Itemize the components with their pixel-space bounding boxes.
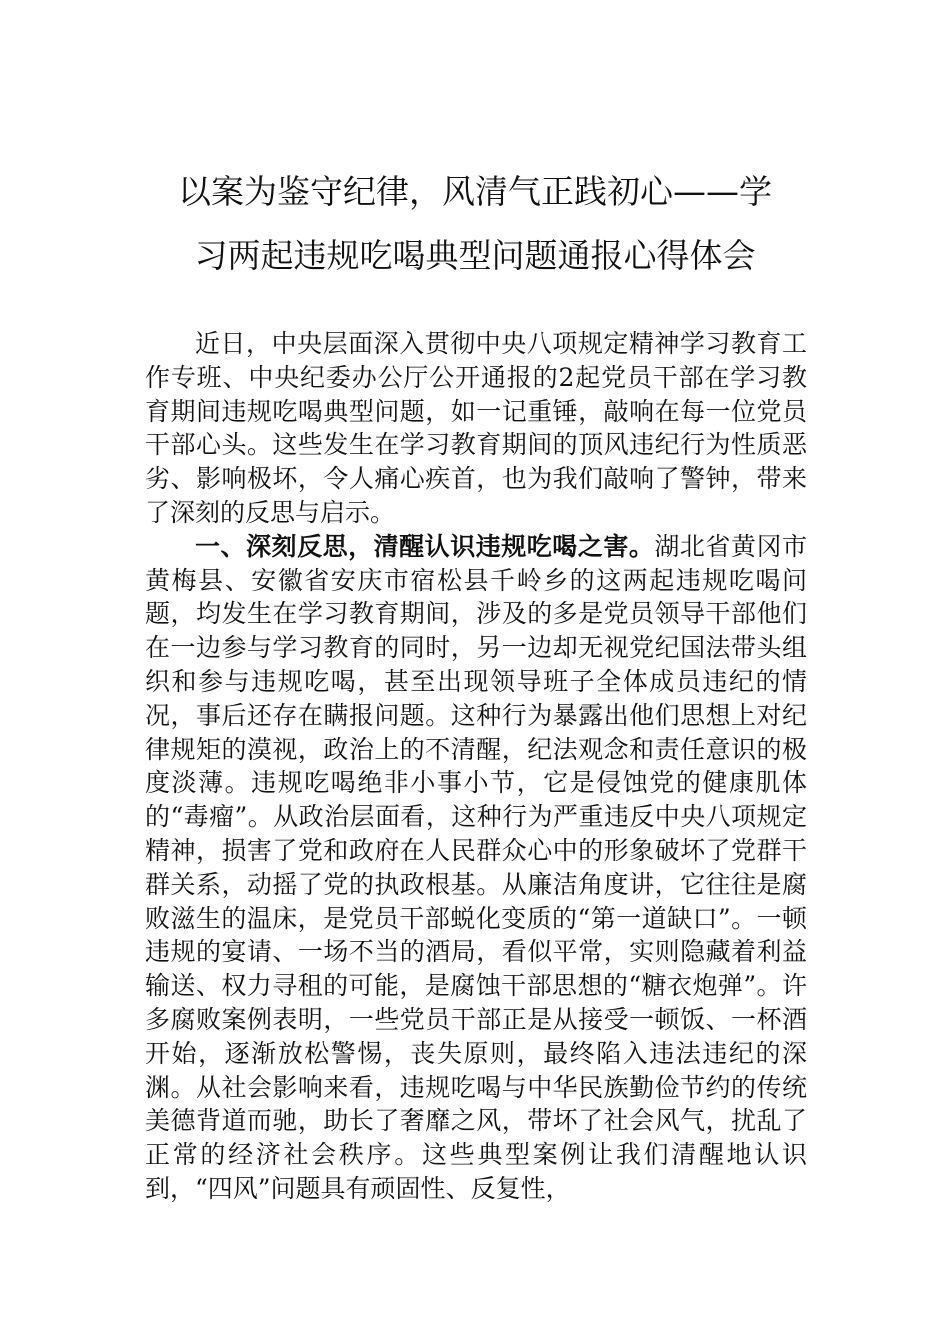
section-heading-1: 一、深刻反思，清醒认识违规吃喝之害。 xyxy=(195,531,655,561)
title-line-2: 习两起违规吃喝典型问题通报心得体会 xyxy=(194,236,756,275)
section-1-text: 湖北省黄冈市黄梅县、安徽省安庆市宿松县千岭乡的这两起违规吃喝问题，均发生在学习教育期间，涉及的多是党员领导干部他们在一边参与学习教育的同时，另一边却无视党纪国法带头组织和参与违规吃喝，甚至出现领导班子全体成员违纪的情况，事后还存在瞒报问题。这种行为暴露出他们思想上对纪律规矩的漠视，政治上的不清醒，纪法观念和责任意识的极度淡薄。违规吃喝绝非小事小节，它是侵蚀党的健康肌体的“毒瘤”。从政治层面看，这种行为严重违反中央八项规定精神，损害了党和政府在人民群众心中的形象破坏了党群干群关系，动摇了党的执政根基。从廉洁角度讲，它往往是腐败滋生的温床，是党员干部蜕化变质的“第一道缺口”。一顿违规的宴请、一场不当的酒局，看似平常，实则隐藏着利益输送、权力寻租的可能，是腐蚀干部思想的“糖衣炮弹”。许多腐败案例表明，一些党员干部正是从接受一顿饭、一杯酒开始，逐渐放松警惕，丧失原则，最终陷入违法违纪的深渊。从社会影响来看，违规吃喝与中华民族勤俭节约的传统美德背道而驰，助长了奢靡之风，带坏了社会风气，扰乱了正常的经济社会秩序。这些典型案例让我们清醒地认识到，“四风”问题具有顽固性、反复性， xyxy=(145,531,807,1203)
document-body xyxy=(145,327,807,1206)
title-line-1: 以案为鉴守纪律，风清气正践初心——学 xyxy=(178,172,772,211)
document-title xyxy=(145,160,805,288)
paragraph-section-1 xyxy=(145,530,807,1206)
paragraph-intro: 近日，中央层面深入贯彻中央八项规定精神学习教育工作专班、中央纪委办公厅公开通报的2起党员干部在学习教育期间违规吃喝典型问题，如一记重锤，敲响在每一位党员干部心头。这些发生在学习教育期间的顶风违纪行为性质恶劣、影响极坏，令人痛心疾首，也为我们敲响了警钟，带来了深刻的反思与启示。 xyxy=(145,329,807,527)
